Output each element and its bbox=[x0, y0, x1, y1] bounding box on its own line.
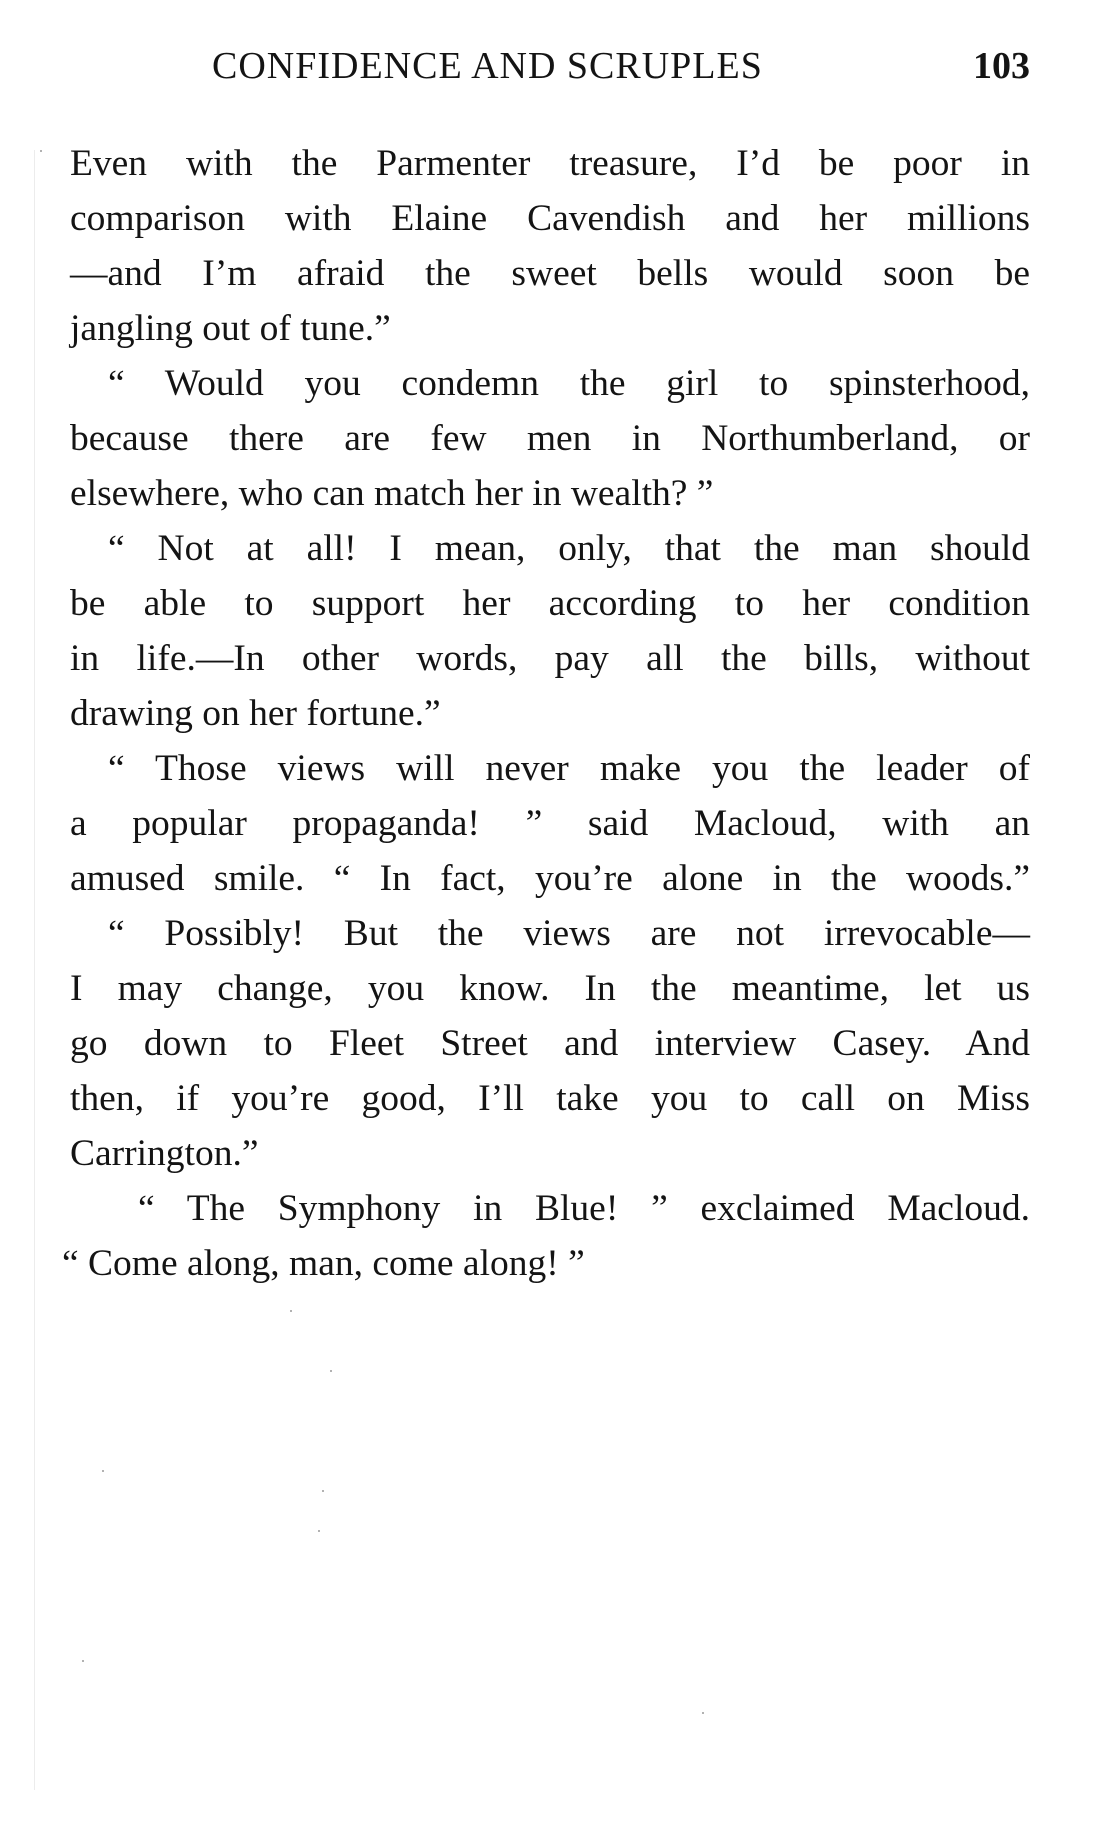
text-line: “ Would you condemn the girl to spinsterhood, bbox=[108, 363, 1030, 404]
text-line: Carrington.” bbox=[70, 1133, 259, 1174]
text-line: —and I’m afraid the sweet bells would soon be bbox=[70, 253, 1030, 294]
paper-speck bbox=[40, 150, 42, 152]
text-line: be able to support her according to her condition bbox=[70, 583, 1030, 624]
text-line: “ Come along, man, come along! ” bbox=[62, 1243, 585, 1284]
text-line: drawing on her fortune.” bbox=[70, 693, 441, 734]
paper-speck bbox=[322, 1490, 324, 1492]
text-line: in life.—In other words, pay all the bills, without bbox=[70, 638, 1030, 679]
paper-speck bbox=[702, 1712, 704, 1714]
text-line: “ The Symphony in Blue! ” exclaimed Macloud. bbox=[138, 1188, 1030, 1229]
text-line: “ Possibly! But the views are not irrevocable— bbox=[108, 913, 1030, 954]
text-line: elsewhere, who can match her in wealth? ” bbox=[70, 473, 714, 514]
text-line: jangling out of tune.” bbox=[70, 308, 391, 349]
chapter-title: CONFIDENCE AND SCRUPLES bbox=[212, 45, 763, 87]
text-line: a popular propaganda! ” said Macloud, with an bbox=[70, 803, 1030, 844]
paper-speck bbox=[102, 1470, 104, 1472]
text-line: then, if you’re good, I’ll take you to call on Miss bbox=[70, 1078, 1030, 1119]
text-line: I may change, you know. In the meantime, let us bbox=[70, 968, 1030, 1009]
text-line: “ Those views will never make you the leader of bbox=[108, 748, 1030, 789]
text-line: go down to Fleet Street and interview Casey. And bbox=[70, 1023, 1030, 1064]
page-edge-shadow bbox=[34, 150, 35, 1790]
paper-speck bbox=[330, 1370, 332, 1372]
paper-speck bbox=[290, 1310, 292, 1312]
text-line: comparison with Elaine Cavendish and her millions bbox=[70, 198, 1030, 239]
text-line: “ Not at all! I mean, only, that the man should bbox=[108, 528, 1030, 569]
paper-speck bbox=[82, 1660, 84, 1662]
text-line: Even with the Parmenter treasure, I’d be poor in bbox=[70, 143, 1030, 184]
text-line: because there are few men in Northumberland, or bbox=[70, 418, 1030, 459]
body-text bbox=[62, 136, 1030, 1291]
running-head bbox=[70, 44, 1030, 94]
page-number: 103 bbox=[973, 45, 1030, 87]
paper-speck bbox=[318, 1530, 320, 1532]
text-line: amused smile. “ In fact, you’re alone in the woods.” bbox=[70, 858, 1030, 899]
